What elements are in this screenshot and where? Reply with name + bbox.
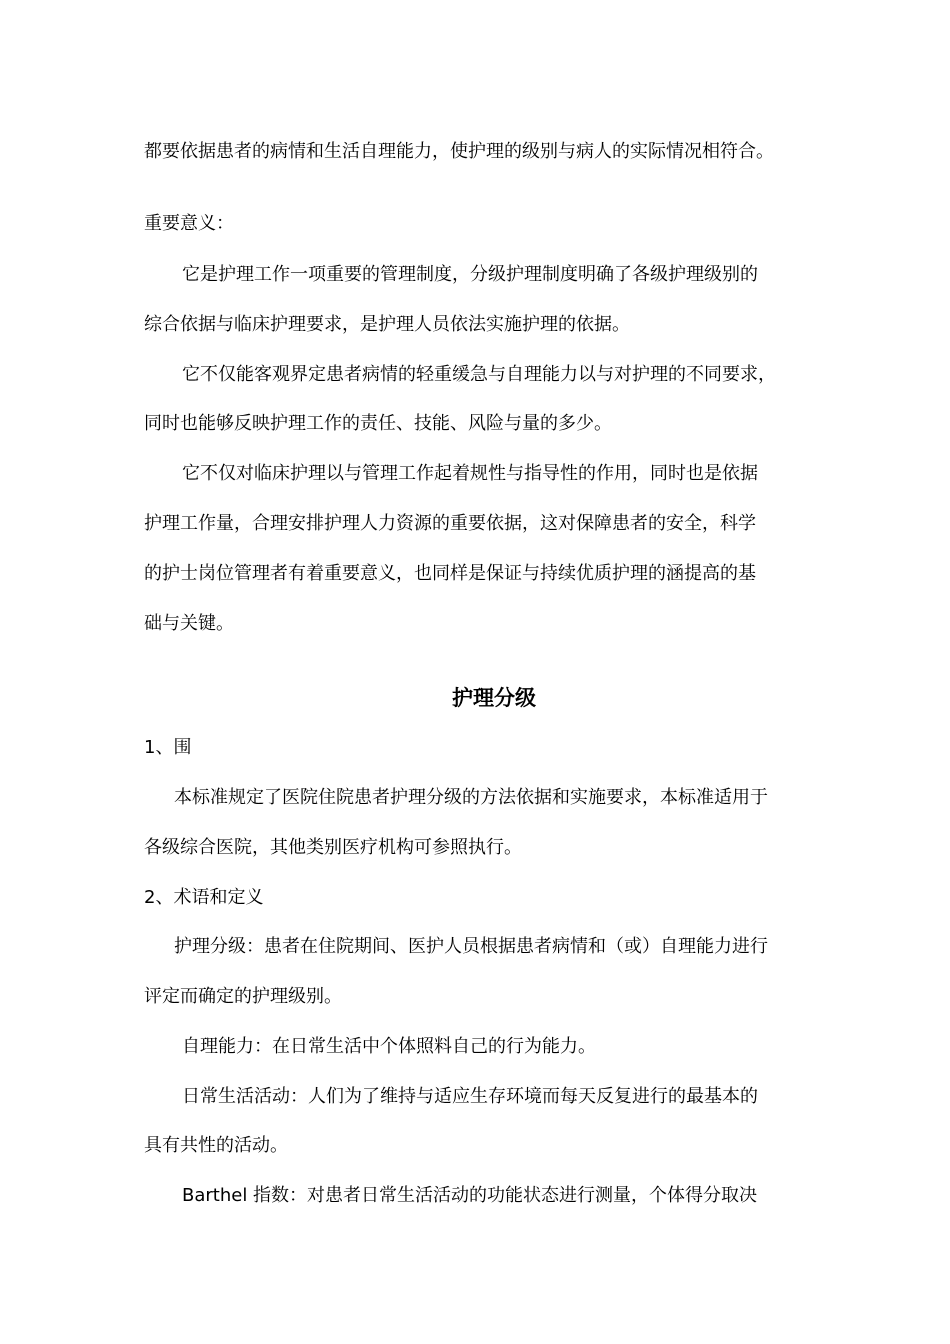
paragraph-line: 日常生活活动：人们为了维持与适应生存环境而每天反复进行的最基本的 bbox=[182, 1086, 758, 1107]
paragraph-line: 础与关键。 bbox=[144, 613, 234, 634]
paragraph-line: 同时也能够反映护理工作的责任、技能、风险与量的多少。 bbox=[144, 413, 612, 434]
paragraph-line: 具有共性的活动。 bbox=[144, 1135, 288, 1156]
paragraph-line: 都要依据患者的病情和生活自理能力，使护理的级别与病人的实际情况相符合。 bbox=[144, 141, 774, 162]
paragraph-line: 自理能力：在日常生活中个体照料自己的行为能力。 bbox=[182, 1036, 596, 1057]
paragraph-line: 护理分级：患者在住院期间、医护人员根据患者病情和（或）自理能力进行 bbox=[174, 936, 768, 957]
paragraph-line: 的护士岗位管理者有着重要意义，也同样是保证与持续优质护理的涵提高的基 bbox=[144, 563, 756, 584]
paragraph-line: 综合依据与临床护理要求，是护理人员依法实施护理的依据。 bbox=[144, 314, 630, 335]
paragraph-line: 它不仅能客观界定患者病情的轻重缓急与自理能力以与对护理的不同要求， bbox=[182, 364, 776, 385]
paragraph-line: 评定而确定的护理级别。 bbox=[144, 986, 342, 1007]
paragraph-line: 本标准规定了医院住院患者护理分级的方法依据和实施要求，本标准适用于 bbox=[174, 787, 768, 808]
section-heading-scope: 1、围 bbox=[144, 737, 192, 758]
paragraph-line: 各级综合医院，其他类别医疗机构可参照执行。 bbox=[144, 837, 522, 858]
page-title: 护理分级 bbox=[452, 686, 536, 710]
section-heading-importance: 重要意义： bbox=[144, 213, 234, 234]
paragraph-line: 护理工作量，合理安排护理人力资源的重要依据，这对保障患者的安全，科学 bbox=[144, 513, 756, 534]
paragraph-line: 它是护理工作一项重要的管理制度，分级护理制度明确了各级护理级别的 bbox=[182, 264, 758, 285]
paragraph-line: Barthel 指数：对患者日常生活活动的功能状态进行测量，个体得分取决 bbox=[182, 1185, 758, 1206]
paragraph-line: 它不仅对临床护理以与管理工作起着规性与指导性的作用，同时也是依据 bbox=[182, 463, 758, 484]
section-heading-terms: 2、术语和定义 bbox=[144, 887, 264, 908]
